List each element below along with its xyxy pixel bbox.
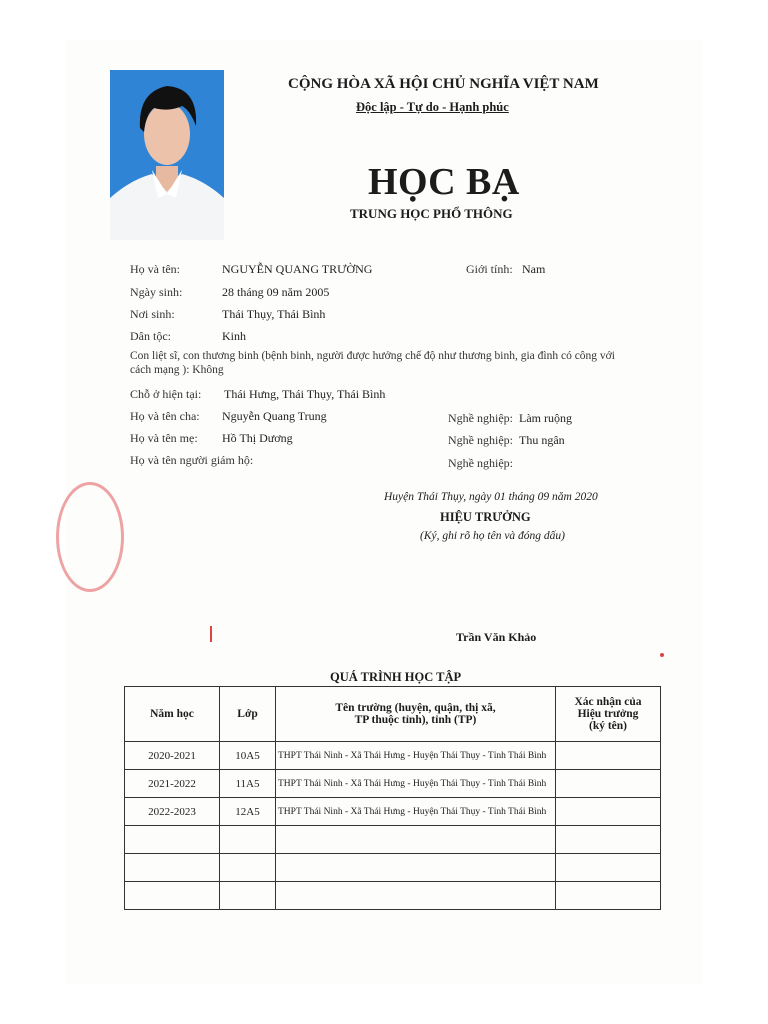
- table-row: [125, 742, 661, 770]
- row-class: 10A5: [220, 742, 276, 770]
- student-name: NGUYỄN QUANG TRƯỜNG: [222, 262, 373, 276]
- mother-name: Hồ Thị Dương: [222, 431, 293, 445]
- table-row: [125, 770, 661, 798]
- header-confirm-line-2: Hiệu trưởng: [577, 708, 639, 720]
- red-mark: [210, 626, 212, 642]
- birthplace-label: Nơi sinh:: [130, 307, 175, 321]
- document-subtitle: TRUNG HỌC PHỔ THÔNG: [350, 206, 513, 221]
- table-row-empty: [125, 826, 661, 854]
- row-confirm: [556, 742, 661, 770]
- header-school-line-2: TP thuộc tỉnh), tỉnh (TP): [354, 714, 477, 726]
- row-class: 11A5: [220, 770, 276, 798]
- document-title: HỌC BẠ: [368, 161, 520, 203]
- birthplace-value: Thái Thụy, Thái Bình: [222, 307, 326, 321]
- gender-value: Nam: [522, 262, 546, 276]
- father-job: Làm ruộng: [519, 411, 572, 425]
- table-row: [125, 798, 661, 826]
- issue-date: Huyện Thái Thụy, ngày 01 tháng 09 năm 2020: [384, 491, 598, 503]
- red-dot: [660, 653, 664, 657]
- header-school: [276, 687, 556, 742]
- name-label: Họ và tên:: [130, 262, 180, 276]
- history-title: QUÁ TRÌNH HỌC TẬP: [330, 670, 462, 684]
- ethnic-value: Kinh: [222, 329, 246, 343]
- principal-title: HIỆU TRƯỞNG: [440, 510, 531, 524]
- dob-value: 28 tháng 09 năm 2005: [222, 285, 330, 299]
- table-row-empty: [125, 882, 661, 910]
- principal-name: Trần Văn Khảo: [456, 630, 537, 644]
- header-school-line-1: Tên trường (huyện, quận, thị xã,: [335, 702, 496, 714]
- father-name: Nguyễn Quang Trung: [222, 409, 327, 423]
- nation-heading: CỘNG HÒA XÃ HỘI CHỦ NGHĨA VIỆT NAM: [288, 76, 599, 92]
- address-value: Thái Hưng, Thái Thụy, Thái Bình: [224, 387, 386, 401]
- dob-label: Ngày sinh:: [130, 285, 183, 299]
- guardian-label: Họ và tên người giám hộ:: [130, 453, 254, 467]
- row-year: 2022-2023: [125, 798, 220, 826]
- martyr-line-1: Con liệt sĩ, con thương binh (bệnh binh, người được hưởng chế độ như thương binh, gia đình có công với: [130, 350, 615, 362]
- row-school: THPT Thái Ninh - Xã Thái Hưng - Huyện Thái Thụy - Tỉnh Thái Bình: [276, 742, 556, 770]
- row-school: THPT Thái Ninh - Xã Thái Hưng - Huyện Thái Thụy - Tỉnh Thái Bình: [276, 770, 556, 798]
- father-label: Họ và tên cha:: [130, 409, 200, 423]
- table-header-row: [125, 687, 661, 742]
- row-year: 2021-2022: [125, 770, 220, 798]
- red-seal-stamp: [56, 482, 124, 592]
- mother-job: Thu ngân: [519, 433, 565, 447]
- mother-label: Họ và tên mẹ:: [130, 431, 198, 445]
- header-confirm-line-3: (ký tên): [588, 720, 627, 732]
- motto: Độc lập - Tự do - Hạnh phúc: [356, 100, 509, 114]
- martyr-line-2: cách mạng ): Không: [130, 364, 224, 376]
- student-photo: [110, 70, 224, 240]
- row-school: THPT Thái Ninh - Xã Thái Hưng - Huyện Thái Thụy - Tỉnh Thái Bình: [276, 798, 556, 826]
- header-confirm: [556, 687, 661, 742]
- header-class: Lớp: [220, 687, 276, 742]
- father-job-label: Nghề nghiệp:: [448, 411, 513, 425]
- row-confirm: [556, 798, 661, 826]
- history-table: [124, 686, 661, 910]
- guardian-job-label: Nghề nghiệp:: [448, 456, 513, 470]
- row-year: 2020-2021: [125, 742, 220, 770]
- signature-note: (Ký, ghi rõ họ tên và đóng dấu): [420, 530, 566, 542]
- header-year: Năm học: [125, 687, 220, 742]
- row-confirm: [556, 770, 661, 798]
- address-label: Chỗ ở hiện tại:: [130, 387, 202, 401]
- table-row-empty: [125, 854, 661, 882]
- mother-job-label: Nghề nghiệp:: [448, 433, 513, 447]
- row-class: 12A5: [220, 798, 276, 826]
- ethnic-label: Dân tộc:: [130, 329, 171, 343]
- header-confirm-line-1: Xác nhận của: [574, 696, 642, 708]
- gender-label: Giới tính:: [466, 262, 513, 276]
